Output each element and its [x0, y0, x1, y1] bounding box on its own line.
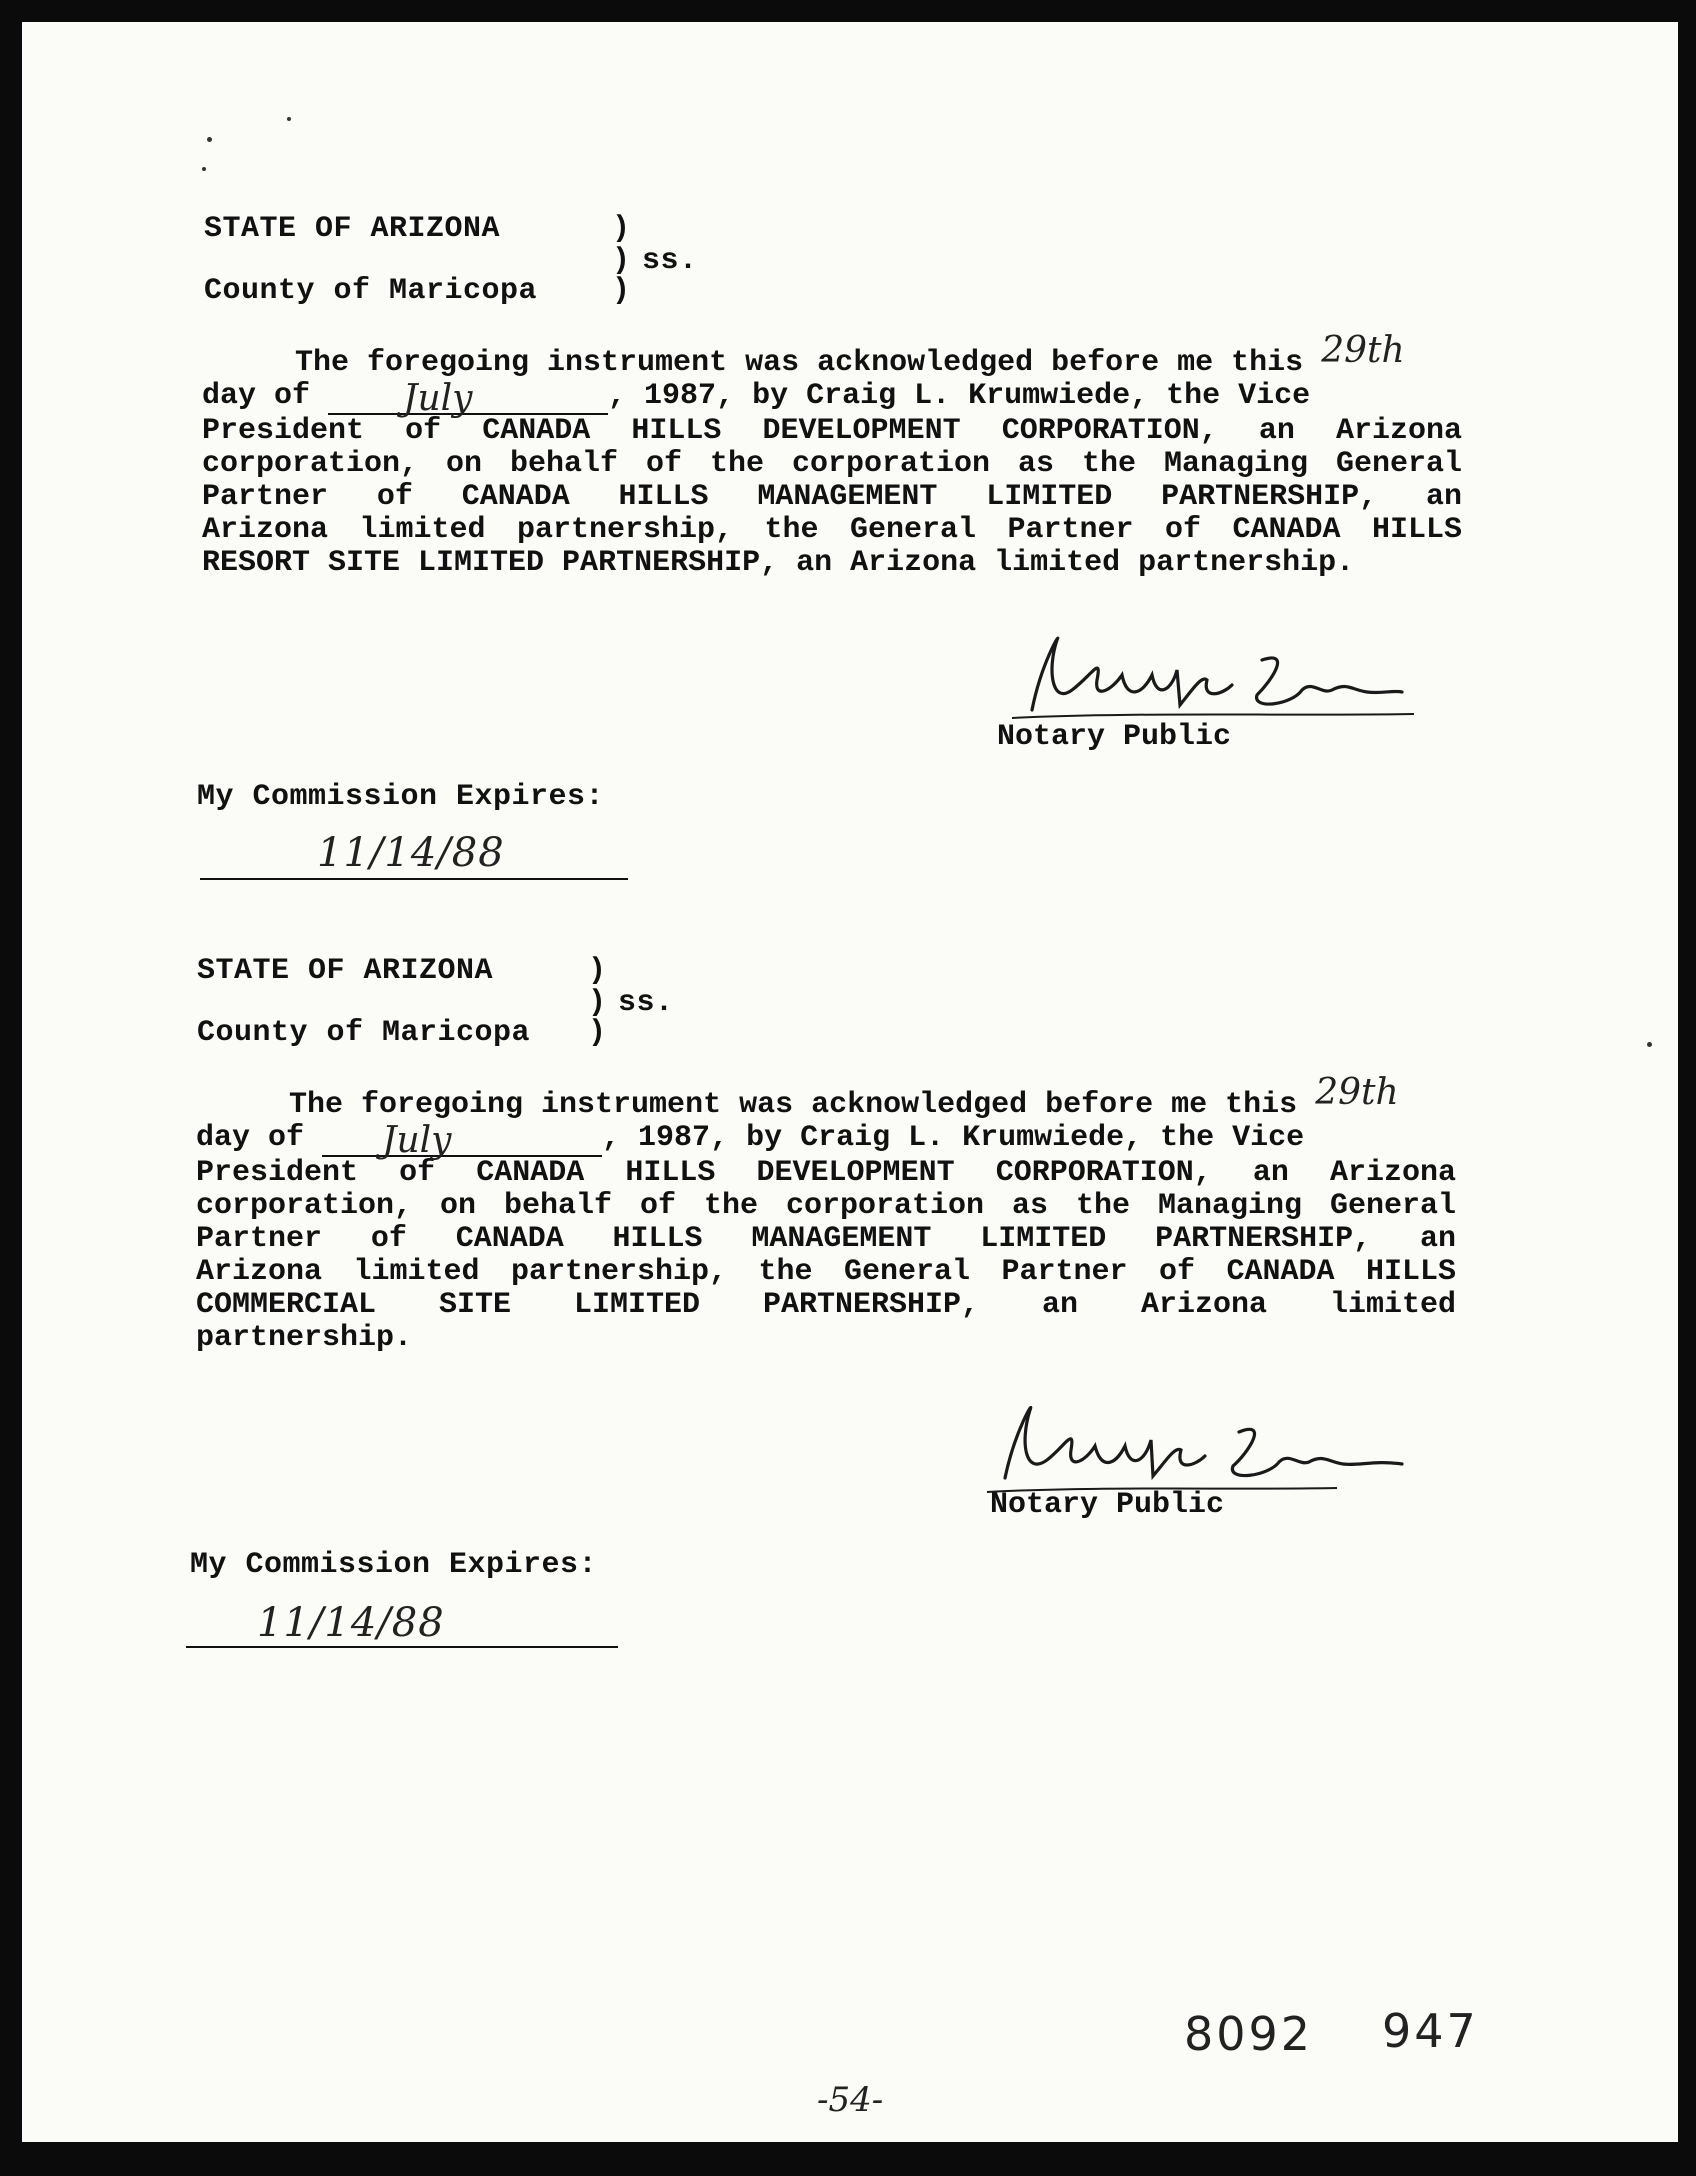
- recording-page-number: 947: [1382, 2004, 1479, 2058]
- ss-label: ss.: [618, 986, 674, 1020]
- paragraph-line: COMMERCIAL SITE LIMITED PARTNERSHIP, an Arizona limited: [196, 1288, 1456, 1322]
- day-of-label: day of: [202, 379, 311, 413]
- state-caption: STATE OF ARIZONA: [204, 212, 501, 246]
- caption-paren: ): [612, 212, 631, 246]
- paragraph-line: corporation, on behalf of the corporation as the Managing General: [202, 447, 1462, 481]
- acknowledgment-paragraph: [196, 1072, 1456, 1355]
- paragraph-after-month: , 1987, by Craig L. Krumwiede, the Vice: [602, 1121, 1305, 1155]
- commission-date-line: [200, 878, 628, 880]
- caption-paren: ): [612, 244, 631, 278]
- acknowledgment-paragraph: [202, 330, 1462, 580]
- state-caption: STATE OF ARIZONA: [197, 954, 494, 988]
- commission-expires-label: My Commission Expires:: [197, 780, 605, 814]
- notary-public-label: Notary Public: [997, 720, 1232, 754]
- day-of-label: day of: [196, 1121, 305, 1155]
- page-number: -54-: [817, 2080, 884, 2120]
- commission-date-line: [186, 1646, 618, 1648]
- handwritten-day: 29th: [1315, 1072, 1399, 1113]
- paragraph-line: Arizona limited partnership, the General Partner of CANADA HILLS: [202, 513, 1462, 547]
- paragraph-line: partnership.: [196, 1321, 413, 1355]
- commission-expires-label: My Commission Expires:: [190, 1548, 598, 1582]
- paragraph-line: RESORT SITE LIMITED PARTNERSHIP, an Arizona limited partnership.: [202, 546, 1355, 580]
- handwritten-month: July: [382, 1120, 452, 1161]
- caption-paren: ): [588, 1016, 607, 1050]
- caption-paren: ): [588, 954, 607, 988]
- paragraph-line: President of CANADA HILLS DEVELOPMENT CORPORATION, an Arizona: [202, 414, 1462, 448]
- handwritten-day: 29th: [1321, 330, 1405, 371]
- caption-paren: ): [612, 274, 631, 308]
- paragraph-opening: The foregoing instrument was acknowledged before me this: [295, 346, 1304, 380]
- month-blank: [328, 378, 608, 419]
- paragraph-line: corporation, on behalf of the corporation as the Managing General: [196, 1189, 1456, 1223]
- month-blank: [322, 1120, 602, 1161]
- county-caption: County of Maricopa: [204, 274, 538, 308]
- notary-signature: [1002, 620, 1422, 730]
- notary-public-label: Notary Public: [990, 1488, 1225, 1522]
- county-caption: County of Maricopa: [197, 1016, 531, 1050]
- handwritten-month: July: [403, 378, 473, 419]
- caption-paren: ): [588, 986, 607, 1020]
- ss-label: ss.: [642, 244, 698, 278]
- scan-speck: [287, 117, 291, 121]
- commission-date: 11/14/88: [257, 1600, 445, 1646]
- paragraph-line: Partner of CANADA HILLS MANAGEMENT LIMITED PARTNERSHIP, an: [196, 1222, 1456, 1256]
- recording-book-number: 8092: [1184, 2007, 1314, 2061]
- paragraph-line: Partner of CANADA HILLS MANAGEMENT LIMITED PARTNERSHIP, an: [202, 480, 1462, 514]
- paragraph-opening: The foregoing instrument was acknowledged before me this: [289, 1088, 1298, 1122]
- scan-speck: [207, 137, 212, 142]
- scan-speck: [1647, 1042, 1652, 1047]
- paragraph-after-month: , 1987, by Craig L. Krumwiede, the Vice: [608, 379, 1311, 413]
- paragraph-line: President of CANADA HILLS DEVELOPMENT CORPORATION, an Arizona: [196, 1156, 1456, 1190]
- scan-speck: [202, 167, 206, 171]
- paragraph-line: Arizona limited partnership, the General Partner of CANADA HILLS: [196, 1255, 1456, 1289]
- document-page: [22, 22, 1678, 2142]
- commission-date: 11/14/88: [317, 830, 505, 876]
